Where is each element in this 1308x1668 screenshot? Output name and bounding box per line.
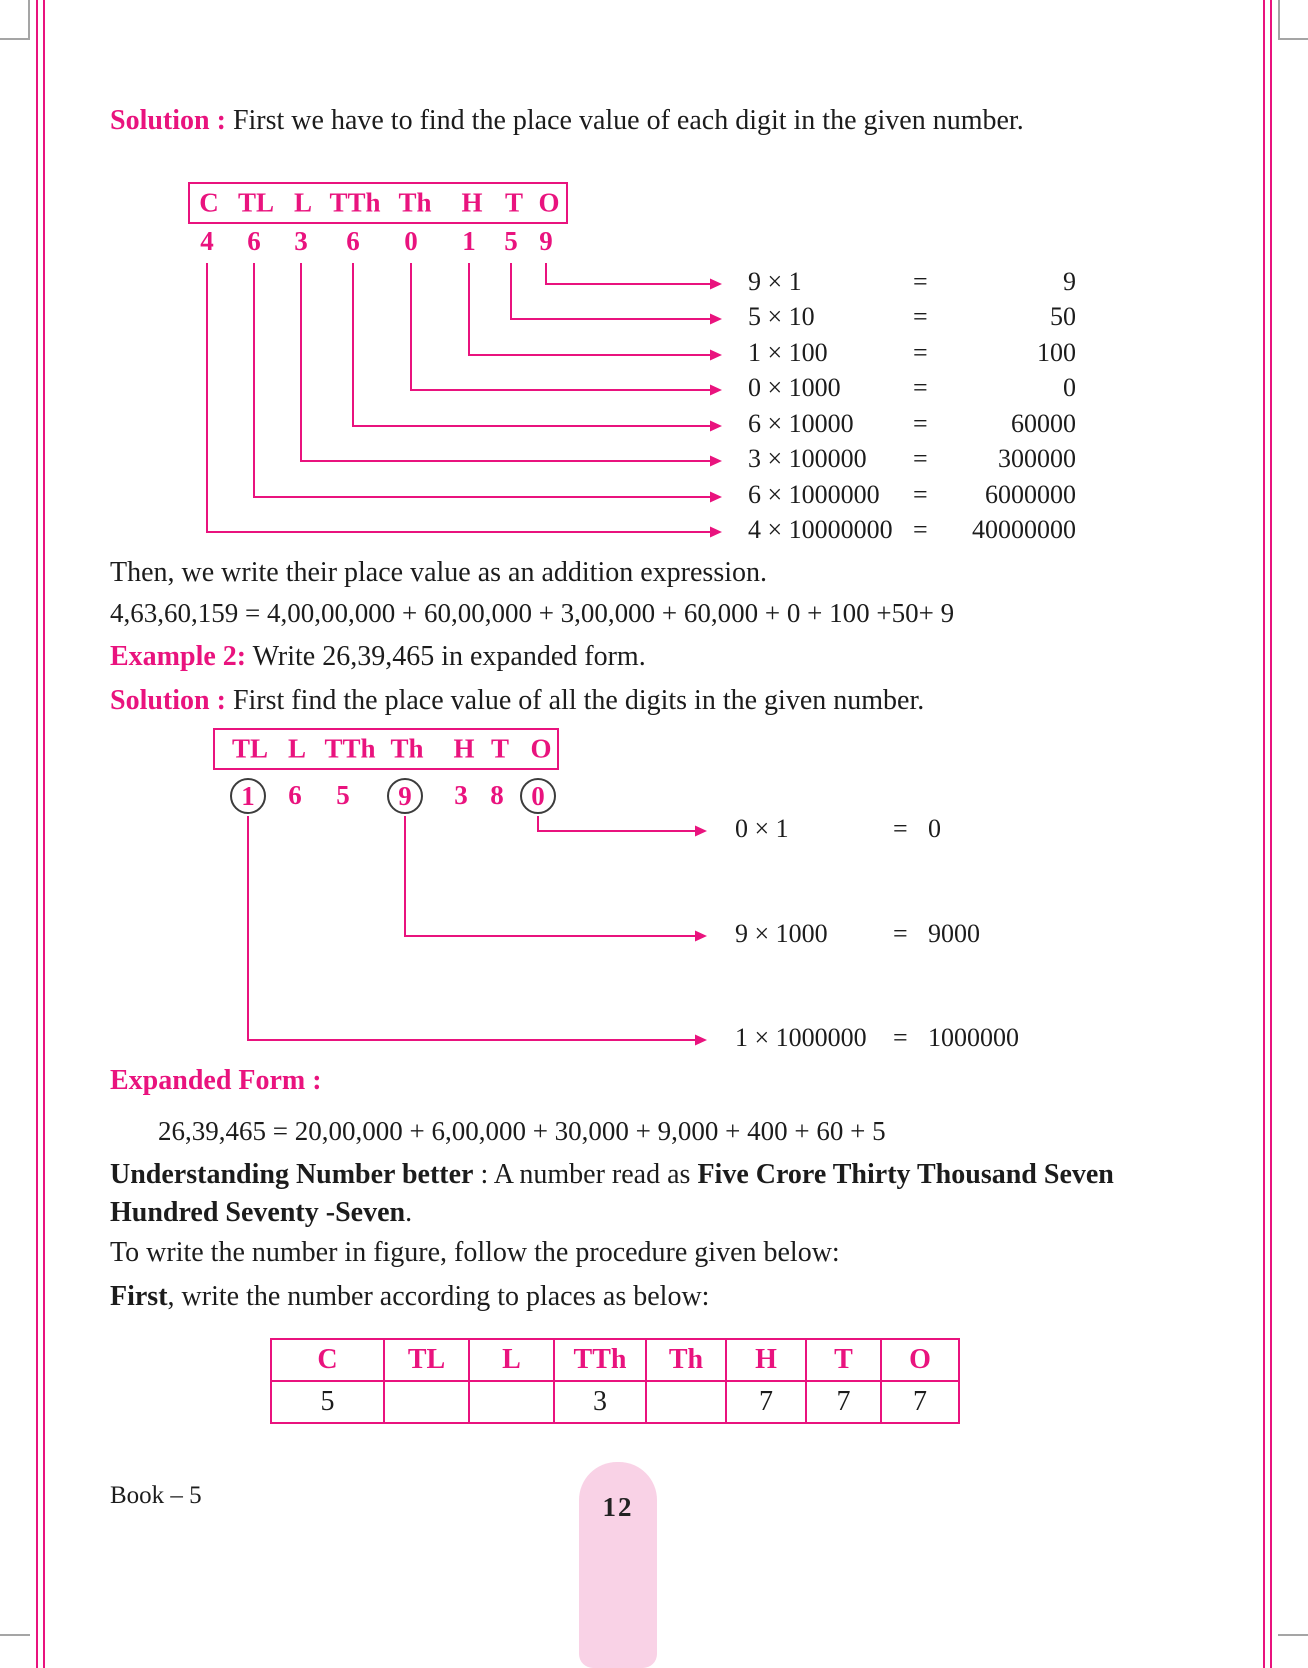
example-2-text: Write 26,39,465 in expanded form.	[246, 641, 646, 672]
connector-line	[301, 263, 713, 461]
solution-1-paragraph	[110, 102, 1024, 140]
place-value-table	[270, 1338, 960, 1424]
expansion-2-equation	[158, 1112, 886, 1150]
table-value-cell	[469, 1381, 554, 1423]
digit: 9	[539, 226, 553, 256]
expanded-form-label-text: Expanded Form :	[110, 1065, 322, 1096]
left-margin-rule-outer	[36, 0, 38, 1668]
then-paragraph	[110, 554, 767, 592]
table-value-cell: 3	[554, 1381, 646, 1423]
connector-line	[538, 816, 698, 831]
arrowhead-icon	[695, 931, 707, 942]
expanded-form-label	[110, 1062, 322, 1100]
place-value-header: O	[530, 733, 552, 764]
digit: 3	[294, 226, 308, 256]
digit: 3	[454, 780, 468, 810]
table-header-cell: Th	[646, 1339, 726, 1381]
connector-line	[469, 263, 713, 355]
crop-mark-top-left-h	[0, 38, 30, 40]
solution-2-label: Solution :	[110, 685, 226, 716]
footer-book-label	[110, 1482, 202, 1510]
table-header-cell: O	[881, 1339, 959, 1381]
expression: 4 × 10000000	[748, 515, 893, 544]
understanding-paragraph	[110, 1156, 1160, 1232]
equals-sign: =	[913, 267, 928, 296]
then-text: Then, we write their place value as an addition expression.	[110, 557, 767, 588]
place-value-header: TTh	[324, 733, 376, 764]
connector-line	[411, 263, 713, 390]
expression: 6 × 10000	[748, 409, 854, 438]
equals-sign: =	[913, 444, 928, 473]
footer-book-text: Book – 5	[110, 1482, 202, 1509]
table-value-cell: 7	[881, 1381, 959, 1423]
arrowhead-icon	[710, 527, 722, 538]
understanding-mid: : A number read as	[473, 1159, 698, 1190]
expansion-2-text: 26,39,465 = 20,00,000 + 6,00,000 + 30,000 + 9,000 + 400 + 60 + 5	[158, 1116, 886, 1146]
crop-mark-top-left-v	[28, 0, 30, 40]
table-header-cell: TTh	[554, 1339, 646, 1381]
place-value-header: Th	[398, 187, 432, 218]
place-value-result: 100	[1037, 338, 1076, 367]
place-value-header: C	[199, 187, 219, 218]
equals-sign: =	[893, 919, 908, 948]
table-header-cell: L	[469, 1339, 554, 1381]
example-2-paragraph	[110, 638, 646, 676]
place-value-header: T	[490, 733, 510, 764]
right-margin-rule-inner	[1263, 0, 1265, 1668]
place-value-header: H	[461, 187, 483, 218]
equals-sign: =	[913, 373, 928, 402]
digit: 0	[404, 226, 418, 256]
arrowhead-icon	[695, 826, 707, 837]
circled-digit: 9	[387, 778, 423, 814]
digit: 6	[346, 226, 360, 256]
place-value-result: 9	[1063, 267, 1076, 296]
arrowhead-icon	[710, 279, 722, 290]
place-value-header: L	[287, 733, 307, 764]
connector-line	[546, 263, 713, 284]
page-number-tab	[579, 1462, 657, 1668]
expression: 1 × 1000000	[735, 1023, 867, 1052]
digit: 5	[504, 226, 518, 256]
connector-line	[248, 816, 698, 1040]
place-value-header: TTh	[329, 187, 381, 218]
expansion-1-equation	[110, 594, 954, 632]
table-value-cell	[646, 1381, 726, 1423]
place-value-result: 60000	[1011, 409, 1076, 438]
crop-mark-bottom-right	[1278, 1634, 1308, 1636]
place-value-header: TL	[237, 187, 275, 218]
equals-sign: =	[913, 480, 928, 509]
table-value-cell: 5	[271, 1381, 384, 1423]
solution-1-label: Solution :	[110, 105, 226, 136]
understanding-bold-1: Understanding Number better	[110, 1159, 474, 1190]
digit: 6	[288, 780, 302, 810]
expression: 3 × 100000	[748, 444, 867, 473]
equals-sign: =	[913, 515, 928, 544]
place-value-header: Th	[390, 733, 424, 764]
place-value-header-box-2	[213, 728, 559, 770]
connector-line	[511, 263, 713, 319]
table-header-row	[271, 1339, 959, 1381]
equals-sign: =	[913, 302, 928, 331]
place-value-header: TL	[231, 733, 269, 764]
place-value-header: T	[504, 187, 524, 218]
place-value-header-box-1	[188, 182, 568, 224]
arrowhead-icon	[710, 350, 722, 361]
procedure-first-bold: First	[110, 1281, 168, 1312]
arrowhead-icon	[695, 1035, 707, 1046]
procedure-line-2	[110, 1278, 709, 1316]
place-value-header: O	[538, 187, 560, 218]
equals-sign: =	[893, 814, 908, 843]
connector-line	[405, 816, 698, 936]
solution-2-text: First find the place value of all the digits in the given number.	[225, 685, 925, 716]
arrowhead-icon	[710, 314, 722, 325]
understanding-bold-2: Five Crore Thirty Thousand Seven Hundred Seventy -Seven	[110, 1159, 1114, 1228]
expression: 1 × 100	[748, 338, 828, 367]
table-value-row	[271, 1381, 959, 1423]
place-value-header: H	[453, 733, 475, 764]
digit: 8	[490, 780, 504, 810]
equals-sign: =	[913, 409, 928, 438]
connector-line	[353, 263, 713, 426]
expression: 6 × 1000000	[748, 480, 880, 509]
digit: 6	[247, 226, 261, 256]
table-value-cell: 7	[726, 1381, 806, 1423]
place-value-result: 1000000	[928, 1023, 1019, 1052]
connector-line	[207, 263, 713, 532]
table-value-cell: 7	[806, 1381, 881, 1423]
expansion-1-text: 4,63,60,159 = 4,00,00,000 + 60,00,000 + 3,00,000 + 60,000 + 0 + 100 +50+ 9	[110, 598, 955, 628]
page-number: 12	[602, 1492, 634, 1522]
place-value-result: 0	[928, 814, 941, 843]
crop-mark-top-right-v	[1278, 0, 1280, 40]
example-2-label: Example 2:	[110, 641, 247, 672]
place-value-result: 40000000	[972, 515, 1076, 544]
arrowhead-icon	[710, 492, 722, 503]
place-value-header: L	[293, 187, 313, 218]
table-header-cell: C	[271, 1339, 384, 1381]
crop-mark-top-right-h	[1278, 38, 1308, 40]
expression: 5 × 10	[748, 302, 815, 331]
procedure-line-1-text: To write the number in figure, follow the procedure given below:	[110, 1237, 840, 1268]
circled-digit: 0	[520, 778, 556, 814]
arrowhead-icon	[710, 456, 722, 467]
left-margin-rule-inner	[43, 0, 45, 1668]
place-value-result: 9000	[928, 919, 980, 948]
table-value-cell	[384, 1381, 469, 1423]
expression: 0 × 1000	[748, 373, 841, 402]
connector-line	[254, 263, 713, 497]
place-value-result: 6000000	[985, 480, 1076, 509]
table-header-cell: T	[806, 1339, 881, 1381]
expression: 9 × 1000	[735, 919, 828, 948]
equals-sign: =	[913, 338, 928, 367]
right-margin-rule-outer	[1270, 0, 1272, 1668]
solution-1-text: First we have to find the place value of each digit in the given number.	[225, 105, 1024, 136]
expression: 0 × 1	[735, 814, 789, 843]
solution-2-paragraph	[110, 682, 924, 720]
circled-digit: 1	[230, 778, 266, 814]
crop-mark-bottom-left	[0, 1634, 30, 1636]
digit: 4	[200, 226, 214, 256]
procedure-line-1	[110, 1234, 840, 1272]
expression: 9 × 1	[748, 267, 802, 296]
table-header-cell: TL	[384, 1339, 469, 1381]
understanding-end: .	[405, 1197, 413, 1228]
arrowhead-icon	[710, 385, 722, 396]
arrowhead-icon	[710, 421, 722, 432]
digit: 1	[462, 226, 476, 256]
table-header-cell: H	[726, 1339, 806, 1381]
equals-sign: =	[893, 1023, 908, 1052]
procedure-first-rest: , write the number according to places as below:	[167, 1281, 710, 1312]
place-value-result: 0	[1063, 373, 1076, 402]
place-value-result: 50	[1050, 302, 1076, 331]
digit: 5	[336, 780, 350, 810]
place-value-result: 300000	[998, 444, 1076, 473]
